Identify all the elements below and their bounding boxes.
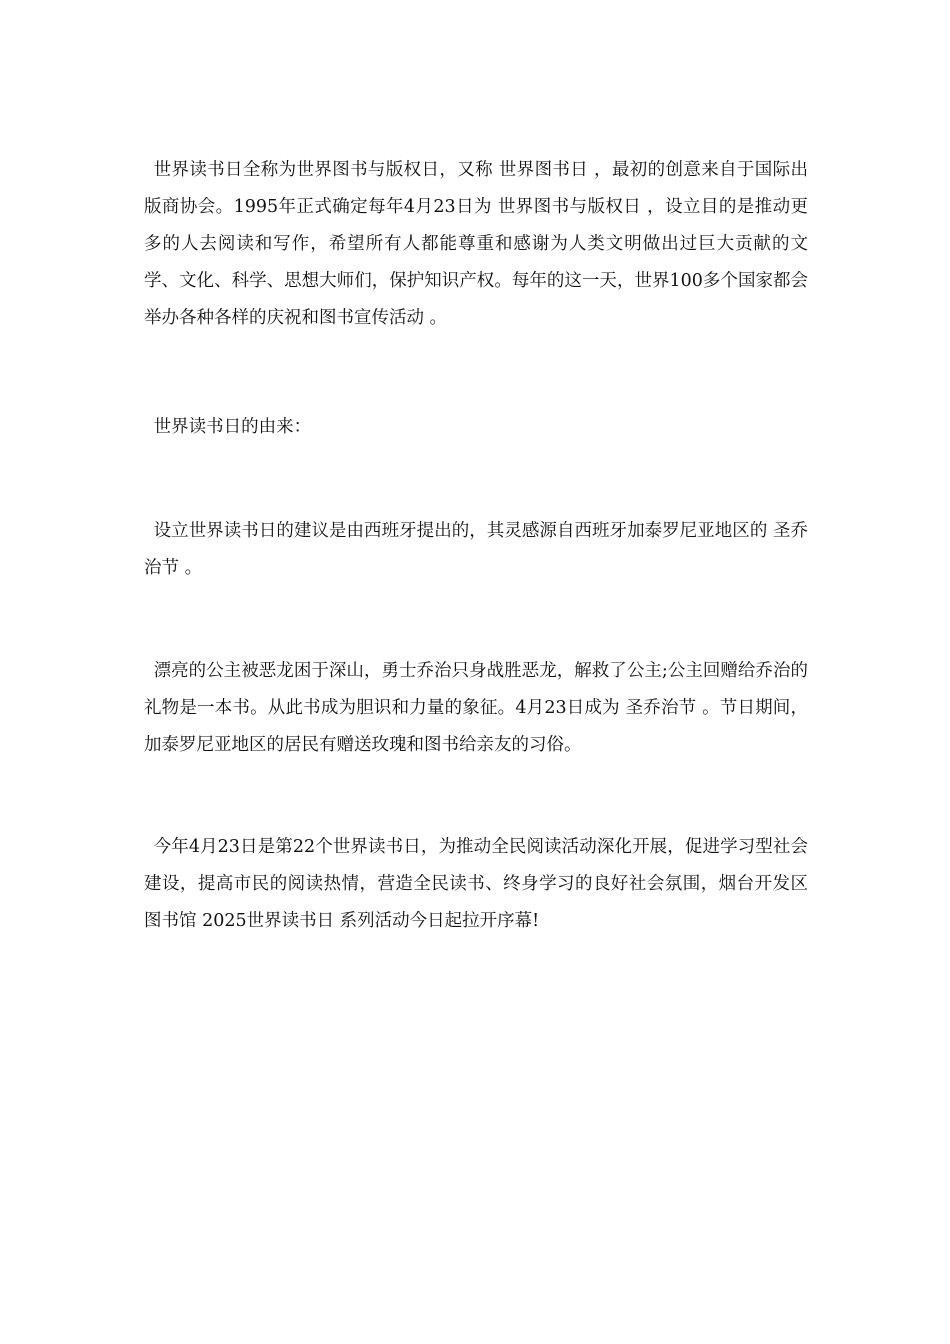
- paragraph-origin: 设立世界读书日的建议是由西班牙提出的，其灵感源自西班牙加泰罗尼亚地区的 圣乔治节 。: [144, 521, 808, 578]
- paragraph-legend: 漂亮的公主被恶龙困于深山，勇士乔治只身战胜恶龙，解救了公主;公主回赠给乔治的礼物是一本书。从此书成为胆识和力量的象征。4月23日成为 圣乔治节 。节日期间，加泰罗尼亚地区的居民有赠送玫瑰和图书给亲友的习俗。: [144, 661, 808, 755]
- paragraph-origin-heading: 世界读书日的由来：: [153, 417, 312, 437]
- paragraph-intro: 世界读书日全称为世界图书与版权日，又称 世界图书日 ，最初的创意来自于国际出版商协会。1995年正式确定每年4月23日为 世界图书与版权日 ，设立目的是推动更多的人去阅读和写作，希望所有人都能尊重和感谢为人类文明做出过巨大贡献的文学、文化、科学、思想大师们，保护知识产权。每年的这一天，世界100多个国家都会举办各种各样的庆祝和图书宣传活动 。: [144, 160, 808, 328]
- paragraph-event: 今年4月23日是第22个世界读书日，为推动全民阅读活动深化开展，促进学习型社会建设，提高市民的阅读热情，营造全民读书、终身学习的良好社会氛围，烟台开发区图书馆 2025世界读书日 系列活动今日起拉开序幕!: [144, 837, 808, 931]
